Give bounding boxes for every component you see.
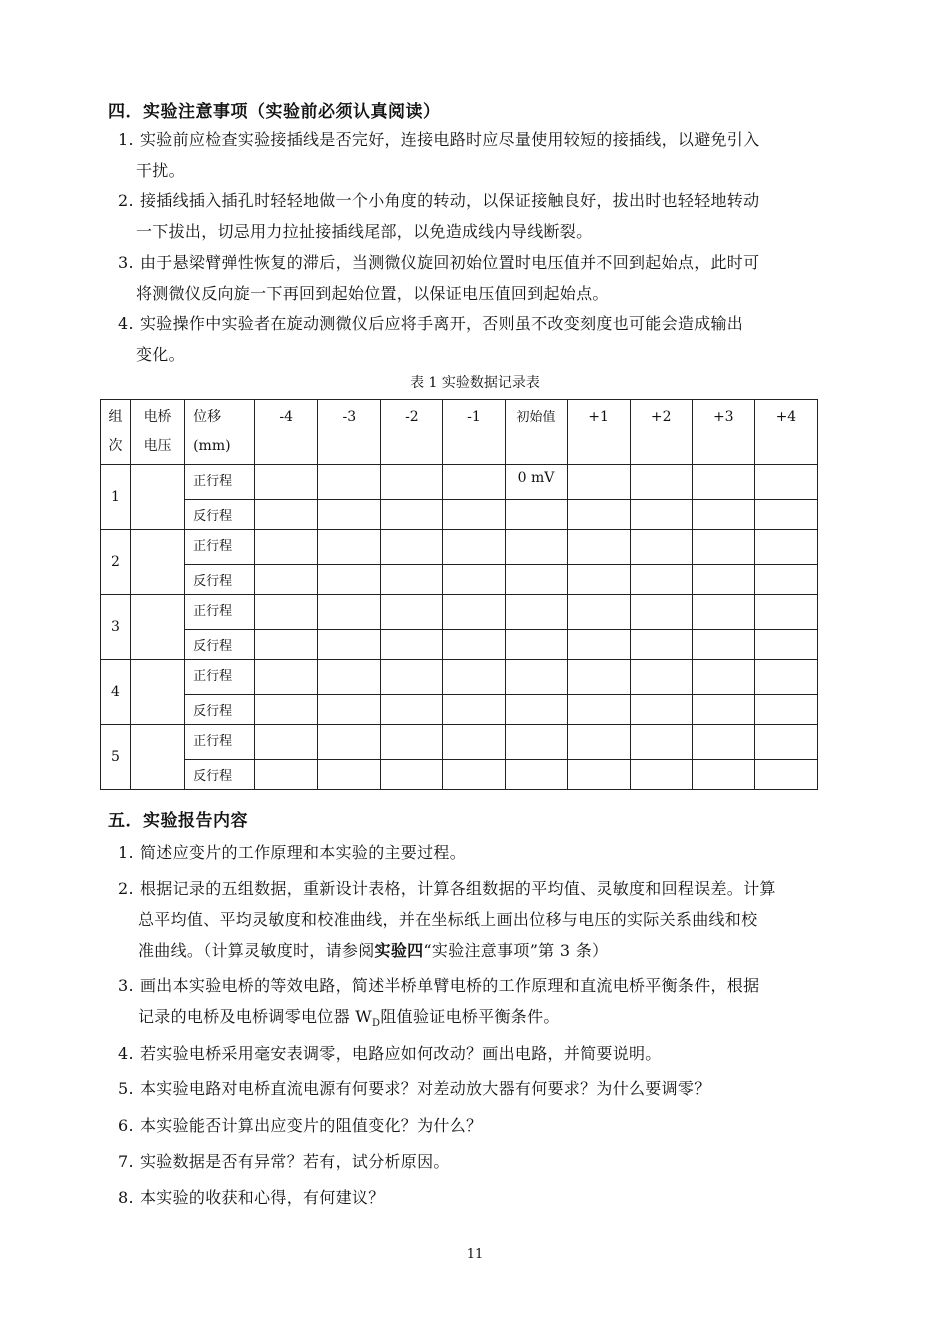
notice-item-4-line2: 变化。 — [136, 345, 185, 364]
report-item-3-line2-a: 记录的电桥及电桥调零电位器 W — [138, 1007, 373, 1026]
data-cell[interactable] — [567, 500, 630, 530]
data-cell[interactable] — [318, 695, 381, 725]
data-cell[interactable] — [381, 595, 443, 630]
header-group-line1: 组 — [108, 409, 123, 425]
page-number: 11 — [466, 1247, 484, 1262]
data-cell[interactable] — [318, 530, 381, 565]
notice-item-3 — [118, 247, 863, 309]
bridge-voltage-cell[interactable] — [131, 660, 185, 725]
report-item-1-number: 1. — [118, 843, 134, 862]
header-col: +2 — [630, 400, 692, 465]
data-cell[interactable] — [630, 595, 692, 630]
data-cell[interactable] — [255, 565, 318, 595]
data-cell[interactable] — [381, 465, 443, 500]
report-item-7-text: 实验数据是否有异常？若有，试分析原因。 — [140, 1152, 450, 1171]
notice-item-2-line2: 一下拔出，切忌用力拉扯接插线尾部，以免造成线内导线断裂。 — [136, 222, 593, 241]
report-item-3 — [118, 970, 863, 1039]
report-item-3-line1: 画出本实验电桥的等效电路，简述半桥单臂电桥的工作原理和直流电桥平衡条件，根据 — [140, 976, 760, 995]
data-cell[interactable] — [443, 660, 505, 695]
notice-item-1-line1: 实验前应检查实验接插线是否完好，连接电路时应尽量使用较短的接插线，以避免引入 — [140, 130, 760, 149]
data-cell[interactable] — [255, 530, 318, 565]
table-header-row — [101, 400, 818, 465]
experiment-four-link: 实验四 — [374, 941, 424, 960]
data-cell[interactable] — [567, 760, 630, 790]
report-item-4-number: 4. — [118, 1044, 134, 1063]
report-item-2-line3 — [118, 935, 863, 966]
notice-item-1-line2: 干扰。 — [136, 161, 185, 180]
bridge-voltage-cell[interactable] — [131, 465, 185, 530]
report-item-2-line3-c: “实验注意事项”第 3 条） — [423, 941, 609, 960]
data-cell[interactable] — [630, 725, 692, 760]
header-group-line2: 次 — [108, 438, 123, 454]
data-cell[interactable] — [692, 760, 754, 790]
notice-item-1-number: 1. — [118, 130, 134, 149]
data-cell[interactable] — [505, 760, 567, 790]
data-cell[interactable] — [443, 760, 505, 790]
data-cell[interactable] — [692, 465, 754, 500]
notice-item-2 — [118, 185, 863, 247]
subscript-d: D — [372, 1018, 381, 1030]
data-cell[interactable] — [381, 500, 443, 530]
data-cell[interactable] — [567, 565, 630, 595]
data-cell[interactable] — [505, 695, 567, 725]
data-cell[interactable] — [318, 660, 381, 695]
header-col: +4 — [754, 400, 817, 465]
data-cell[interactable] — [255, 660, 318, 695]
header-displacement — [185, 400, 255, 465]
data-cell[interactable] — [381, 530, 443, 565]
data-cell[interactable] — [381, 630, 443, 660]
header-voltage-line1: 电桥 — [143, 409, 172, 425]
forward-label: 正行程 — [185, 530, 255, 565]
report-item-3-line2-b: 阻值验证电桥平衡条件。 — [380, 1007, 560, 1026]
data-cell[interactable] — [381, 695, 443, 725]
data-cell[interactable] — [255, 695, 318, 725]
data-cell[interactable] — [318, 465, 381, 500]
data-cell[interactable] — [381, 660, 443, 695]
report-item-7-number: 7. — [118, 1152, 134, 1171]
data-cell[interactable] — [443, 630, 505, 660]
data-cell[interactable] — [754, 595, 817, 630]
data-cell[interactable] — [754, 725, 817, 760]
data-cell[interactable] — [754, 500, 817, 530]
data-cell[interactable] — [505, 565, 567, 595]
data-cell[interactable] — [692, 500, 754, 530]
data-cell[interactable] — [567, 660, 630, 695]
data-cell[interactable] — [381, 760, 443, 790]
section5-title: 五．实验报告内容 — [108, 811, 248, 831]
reverse-label: 反行程 — [185, 695, 255, 725]
data-cell[interactable] — [443, 595, 505, 630]
table-caption: 表 1 实验数据记录表 — [410, 375, 540, 391]
report-item-3-line2 — [118, 1001, 863, 1039]
notice-item-3-line2: 将测微仪反向旋一下再回到起始位置，以保证电压值回到起始点。 — [136, 284, 609, 303]
data-cell[interactable] — [692, 725, 754, 760]
data-cell[interactable] — [630, 760, 692, 790]
data-cell[interactable] — [692, 595, 754, 630]
data-cell[interactable] — [381, 725, 443, 760]
data-cell[interactable] — [754, 695, 817, 725]
data-cell[interactable] — [505, 595, 567, 630]
notice-item-4-number: 4. — [118, 314, 134, 333]
report-item-2-line1: 根据记录的五组数据，重新设计表格，计算各组数据的平均值、灵敏度和回程误差。计算 — [140, 879, 776, 898]
notice-item-4 — [118, 308, 863, 370]
header-col: -1 — [443, 400, 505, 465]
data-cell[interactable] — [754, 465, 817, 500]
report-item-6-text: 本实验能否计算出应变片的阻值变化？为什么？ — [140, 1116, 483, 1135]
data-cell[interactable] — [754, 530, 817, 565]
data-cell[interactable] — [630, 465, 692, 500]
data-cell[interactable] — [630, 500, 692, 530]
table-row — [101, 660, 818, 695]
data-cell[interactable] — [318, 760, 381, 790]
data-cell[interactable] — [318, 565, 381, 595]
data-cell[interactable] — [443, 695, 505, 725]
data-cell[interactable] — [630, 660, 692, 695]
data-cell[interactable] — [255, 630, 318, 660]
table-row — [101, 760, 818, 790]
data-cell[interactable] — [318, 630, 381, 660]
group-index: 2 — [101, 530, 131, 595]
report-item-4-text: 若实验电桥采用毫安表调零，电路应如何改动？画出电路，并简要说明。 — [140, 1044, 662, 1063]
table-row — [101, 595, 818, 630]
table-row — [101, 725, 818, 760]
bridge-voltage-cell[interactable] — [131, 595, 185, 660]
data-cell[interactable] — [567, 630, 630, 660]
header-disp-line1: 位移 — [193, 409, 222, 425]
data-cell[interactable] — [255, 760, 318, 790]
data-cell[interactable] — [630, 695, 692, 725]
report-item-2-number: 2. — [118, 879, 134, 898]
section4-title: 四．实验注意事项（实验前必须认真阅读） — [108, 102, 441, 122]
report-item-5-number: 5. — [118, 1079, 134, 1098]
data-cell[interactable] — [381, 565, 443, 595]
data-cell[interactable] — [754, 565, 817, 595]
header-group — [101, 400, 131, 465]
data-cell[interactable] — [505, 660, 567, 695]
table-row — [101, 530, 818, 565]
report-item-2-line3-a: 准曲线。（计算灵敏度时，请参阅 — [138, 941, 375, 960]
header-col-initial: 初始值 — [505, 400, 567, 465]
data-cell[interactable] — [567, 530, 630, 565]
data-cell[interactable] — [505, 630, 567, 660]
group-index: 4 — [101, 660, 131, 725]
data-cell[interactable] — [443, 530, 505, 565]
group-index: 1 — [101, 465, 131, 530]
header-col: +1 — [567, 400, 630, 465]
table-row — [101, 565, 818, 595]
notice-item-2-line1: 接插线插入插孔时轻轻地做一个小角度的转动，以保证接触良好，拔出时也轻轻地转动 — [140, 191, 760, 210]
report-item-3-number: 3. — [118, 976, 134, 995]
initial-value-cell: 0 mV — [505, 465, 567, 500]
notice-item-2-number: 2. — [118, 191, 134, 210]
table-row — [101, 695, 818, 725]
forward-label: 正行程 — [185, 725, 255, 760]
data-cell[interactable] — [255, 465, 318, 500]
report-item-2-line2: 总平均值、平均灵敏度和校准曲线，并在坐标纸上画出位移与电压的实际关系曲线和校 — [138, 910, 758, 929]
data-cell[interactable] — [692, 695, 754, 725]
table-row — [101, 465, 818, 500]
report-item-6 — [118, 1110, 863, 1141]
bridge-voltage-cell[interactable] — [131, 530, 185, 595]
forward-label: 正行程 — [185, 660, 255, 695]
header-col: -2 — [381, 400, 443, 465]
header-voltage-line2: 电压 — [143, 438, 172, 454]
table-row — [101, 630, 818, 660]
data-cell[interactable] — [443, 725, 505, 760]
report-item-5 — [118, 1073, 863, 1104]
data-cell[interactable] — [567, 725, 630, 760]
data-cell[interactable] — [567, 595, 630, 630]
report-item-8 — [118, 1182, 863, 1213]
data-cell[interactable] — [505, 500, 567, 530]
table-row — [101, 500, 818, 530]
reverse-label: 反行程 — [185, 760, 255, 790]
header-col: +3 — [692, 400, 754, 465]
header-disp-line2: (mm) — [193, 438, 231, 454]
data-cell[interactable] — [505, 530, 567, 565]
data-cell[interactable] — [318, 725, 381, 760]
report-item-1-text: 简述应变片的工作原理和本实验的主要过程。 — [140, 843, 467, 862]
data-cell[interactable] — [630, 565, 692, 595]
data-cell[interactable] — [754, 660, 817, 695]
header-col: -3 — [318, 400, 381, 465]
report-item-2 — [118, 873, 863, 966]
report-item-5-text: 本实验电路对电桥直流电源有何要求？对差动放大器有何要求？为什么要调零？ — [140, 1079, 711, 1098]
data-cell[interactable] — [692, 530, 754, 565]
notice-item-1 — [118, 124, 863, 186]
data-cell[interactable] — [754, 760, 817, 790]
data-cell[interactable] — [318, 500, 381, 530]
data-cell[interactable] — [754, 630, 817, 660]
group-index: 3 — [101, 595, 131, 660]
forward-label: 正行程 — [185, 465, 255, 500]
data-cell[interactable] — [630, 530, 692, 565]
data-cell[interactable] — [567, 465, 630, 500]
data-cell[interactable] — [255, 500, 318, 530]
bridge-voltage-cell[interactable] — [131, 725, 185, 790]
data-cell[interactable] — [318, 595, 381, 630]
reverse-label: 反行程 — [185, 630, 255, 660]
data-cell[interactable] — [443, 465, 505, 500]
data-cell[interactable] — [692, 630, 754, 660]
report-item-8-text: 本实验的收获和心得，有何建议？ — [140, 1188, 385, 1207]
data-cell[interactable] — [692, 660, 754, 695]
data-cell[interactable] — [443, 500, 505, 530]
data-cell[interactable] — [630, 630, 692, 660]
reverse-label: 反行程 — [185, 500, 255, 530]
forward-label: 正行程 — [185, 595, 255, 630]
data-record-table — [100, 399, 818, 790]
data-cell[interactable] — [567, 695, 630, 725]
notice-item-3-line1: 由于悬梁臂弹性恢复的滞后，当测微仪旋回初始位置时电压值并不回到起始点，此时可 — [140, 253, 760, 272]
report-item-1 — [118, 837, 863, 868]
report-item-6-number: 6. — [118, 1116, 134, 1135]
report-item-8-number: 8. — [118, 1188, 134, 1207]
data-cell[interactable] — [505, 725, 567, 760]
data-cell[interactable] — [255, 725, 318, 760]
group-index: 5 — [101, 725, 131, 790]
header-voltage — [131, 400, 185, 465]
data-cell[interactable] — [443, 565, 505, 595]
notice-item-4-line1: 实验操作中实验者在旋动测微仪后应将手离开，否则虽不改变刻度也可能会造成输出 — [140, 314, 744, 333]
data-cell[interactable] — [692, 565, 754, 595]
header-col: -4 — [255, 400, 318, 465]
report-item-7 — [118, 1146, 863, 1177]
report-item-4 — [118, 1038, 863, 1069]
notice-item-3-number: 3. — [118, 253, 134, 272]
data-cell[interactable] — [255, 595, 318, 630]
reverse-label: 反行程 — [185, 565, 255, 595]
